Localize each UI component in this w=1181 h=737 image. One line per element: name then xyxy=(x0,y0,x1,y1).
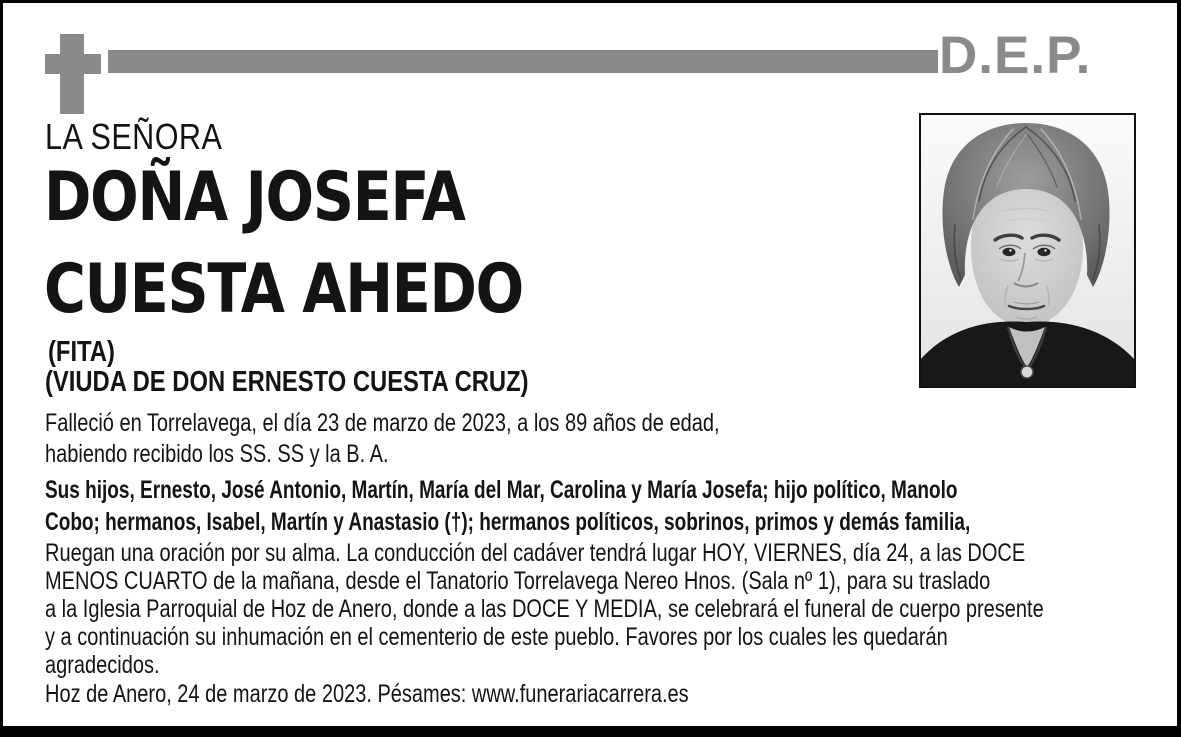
funeral-line: Ruegan una oración por su alma. La conducción del cadáver tendrá lugar HOY, VIERNES, día 24, a las DOCE xyxy=(45,539,1026,567)
portrait-photo xyxy=(919,113,1136,388)
header-rule-bar xyxy=(108,50,938,73)
closing-line: Hoz de Anero, 24 de marzo de 2023. Pésames: www.funerariacarrera.es xyxy=(45,680,689,708)
funeral-line: agradecidos. xyxy=(45,651,160,679)
family-line: Sus hijos, Ernesto, José Antonio, Martín, María del Mar, Carolina y María Josefa; hijo político, Manolo xyxy=(45,476,958,504)
funeral-line: MENOS CUARTO de la mañana, desde el Tanatorio Torrelavega Nereo Hnos. (Sala nº 1), para su traslado xyxy=(45,567,991,595)
deceased-name-line1: DOÑA JOSEFA xyxy=(44,158,465,237)
family-line: Cobo; hermanos, Isabel, Martín y Anastasio (†); hermanos políticos, sobrinos, primos y demás familia, xyxy=(45,508,971,536)
nickname-label: (FITA) xyxy=(48,336,115,368)
deceased-name xyxy=(44,152,523,336)
death-paragraph xyxy=(45,408,720,470)
cross-icon xyxy=(43,29,105,115)
honorific-label: LA SEÑORA xyxy=(45,116,223,157)
death-line: habiendo recibido los SS. SS y la B. A. xyxy=(45,440,389,468)
portrait-photo-image xyxy=(921,115,1134,386)
dep-label: D.E.P. xyxy=(939,26,1092,85)
relation-label: (VIUDA DE DON ERNESTO CUESTA CRUZ) xyxy=(45,366,529,398)
family-paragraph xyxy=(45,474,970,538)
death-line: Falleció en Torrelavega, el día 23 de marzo de 2023, a los 89 años de edad, xyxy=(45,409,720,437)
funeral-paragraph xyxy=(45,539,1044,679)
deceased-name-line2: CUESTA AHEDO xyxy=(44,250,523,329)
funeral-line: y a continuación su inhumación en el cementerio de este pueblo. Favores por los cuales les quedarán xyxy=(45,623,948,651)
funeral-line: a la Iglesia Parroquial de Hoz de Anero, donde a las DOCE Y MEDIA, se celebrará el funeral de cuerpo presente xyxy=(45,595,1044,623)
